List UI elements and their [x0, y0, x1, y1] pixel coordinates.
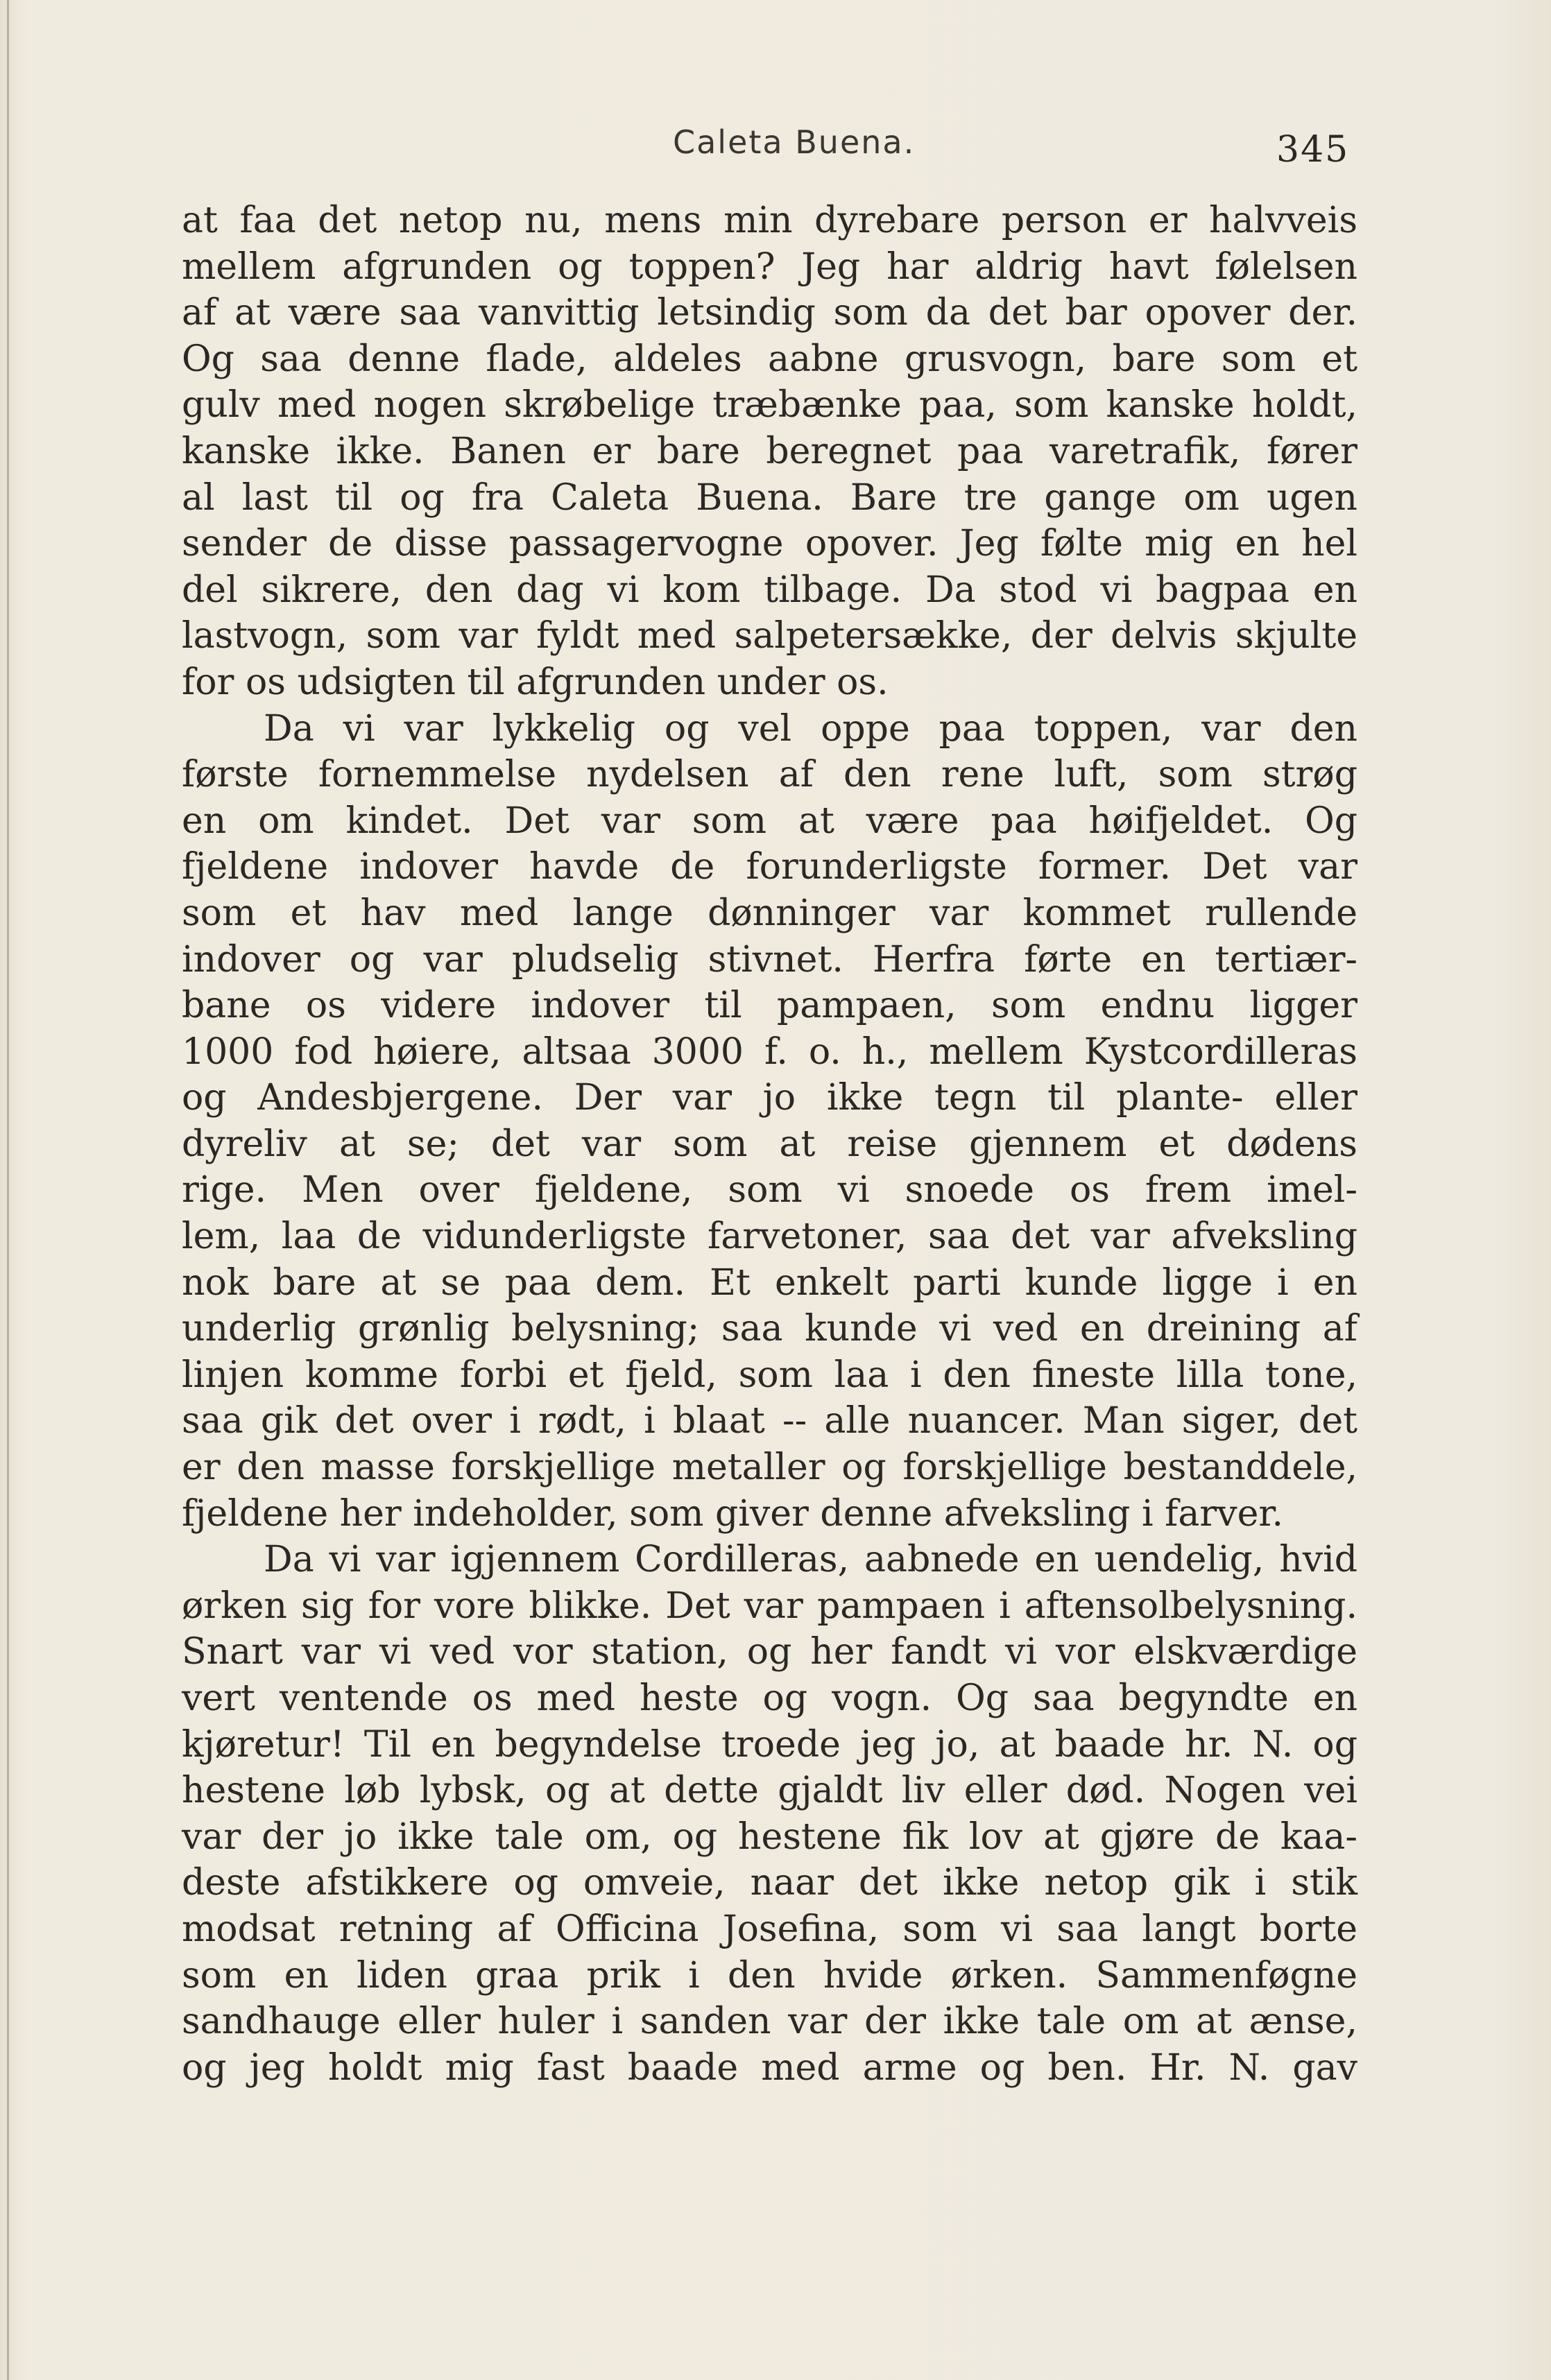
- body-text: [182, 198, 1357, 2091]
- text-line: var der jo ikke tale om, og hestene fik lov at gjøre de kaa-: [182, 1816, 1357, 1858]
- text-line: Da vi var igjennem Cordilleras, aabnede en uendelig, hvid: [264, 1539, 1357, 1581]
- text-line: kjøretur! Til en begyndelse troede jeg jo, at baade hr. N. og: [182, 1723, 1357, 1766]
- text-line: og Andesbjergene. Der var jo ikke tegn til plante- eller: [182, 1077, 1357, 1119]
- text-line: kanske ikke. Banen er bare beregnet paa varetrafik, fører: [182, 430, 1357, 472]
- text-line: gulv med nogen skrøbelige træbænke paa, som kanske holdt,: [182, 384, 1357, 426]
- text-line: vert ventende os med heste og vogn. Og saa begyndte en: [182, 1678, 1357, 1719]
- text-line: sender de disse passagervogne opover. Jeg følte mig en hel: [182, 523, 1357, 565]
- text-line: mellem afgrunden og toppen? Jeg har aldrig havt følelsen: [182, 245, 1357, 288]
- text-line: modsat retning af Officina Josefina, som vi saa langt borte: [182, 1908, 1357, 1950]
- page-edge-shadow: [7, 0, 9, 2380]
- text-line: fjeldene her indeholder, som giver denne afveksling i farver.: [182, 1492, 1284, 1535]
- text-line: som et hav med lange dønninger var kommet rullende: [182, 892, 1357, 934]
- text-line: hestene løb lybsk, og at dette gjaldt liv eller død. Nogen vei: [182, 1770, 1357, 1812]
- text-line: Og saa denne flade, aldeles aabne grusvogn, bare som et: [182, 338, 1357, 380]
- text-line: del sikrere, den dag vi kom tilbage. Da stod vi bagpaa en: [182, 569, 1357, 611]
- text-line: er den masse forskjellige metaller og forskjellige bestanddele,: [182, 1447, 1357, 1489]
- text-line: lem, laa de vidunderligste farvetoner, saa det var afveksling: [182, 1216, 1357, 1258]
- text-line: for os udsigten til afgrunden under os.: [182, 661, 889, 703]
- text-line: nok bare at se paa dem. Et enkelt parti kunde ligge i en: [182, 1261, 1357, 1304]
- text-line: af at være saa vanvittig letsindig som da det bar opover der.: [182, 292, 1357, 334]
- text-line: ørken sig for vore blikke. Det var pampaen i aftensolbelysning.: [182, 1585, 1357, 1627]
- text-line: sandhauge eller huler i sanden var der ikke tale om at ænse,: [182, 2001, 1357, 2043]
- text-line: dyreliv at se; det var som at reise gjennem et dødens: [182, 1123, 1357, 1165]
- text-line: og jeg holdt mig fast baade med arme og ben. Hr. N. gav: [182, 2046, 1357, 2089]
- text-line: første fornemmelse nydelsen af den rene luft, som strøg: [182, 754, 1357, 796]
- text-line: bane os videre indover til pampaen, som endnu ligger: [182, 985, 1357, 1027]
- text-line: indover og var pludselig stivnet. Herfra førte en tertiær-: [182, 938, 1357, 981]
- running-title: Caleta Buena.: [673, 123, 916, 161]
- text-line: rige. Men over fjeldene, som vi snoede os frem imel-: [182, 1169, 1357, 1211]
- page-header: [0, 123, 1551, 172]
- text-line: at faa det netop nu, mens min dyrebare person er halvveis: [182, 200, 1357, 241]
- text-line: en om kindet. Det var som at være paa høifjeldet. Og: [182, 800, 1357, 842]
- text-line: underlig grønlig belysning; saa kunde vi ved en dreining af: [182, 1308, 1357, 1350]
- text-line: linjen komme forbi et fjeld, som laa i den fineste lilla tone,: [182, 1354, 1357, 1396]
- text-line: saa gik det over i rødt, i blaat -- alle nuancer. Man siger, det: [182, 1400, 1357, 1442]
- page-number: 345: [1276, 129, 1350, 171]
- text-line: Da vi var lykkelig og vel oppe paa toppen, var den: [264, 707, 1357, 750]
- text-line: deste afstikkere og omveie, naar det ikke netop gik i stik: [182, 1862, 1357, 1904]
- text-line: lastvogn, som var fyldt med salpetersække, der delvis skjulte: [182, 615, 1357, 657]
- text-line: fjeldene indover havde de forunderligste former. Det var: [182, 846, 1357, 888]
- text-line: Snart var vi ved vor station, og her fandt vi vor elskværdige: [182, 1631, 1357, 1673]
- text-line: 1000 fod høiere, altsaa 3000 f. o. h., mellem Kystcordilleras: [182, 1031, 1357, 1073]
- text-line: al last til og fra Caleta Buena. Bare tre gange om ugen: [182, 476, 1357, 519]
- text-line: som en liden graa prik i den hvide ørken. Sammenføgne: [182, 1954, 1357, 1997]
